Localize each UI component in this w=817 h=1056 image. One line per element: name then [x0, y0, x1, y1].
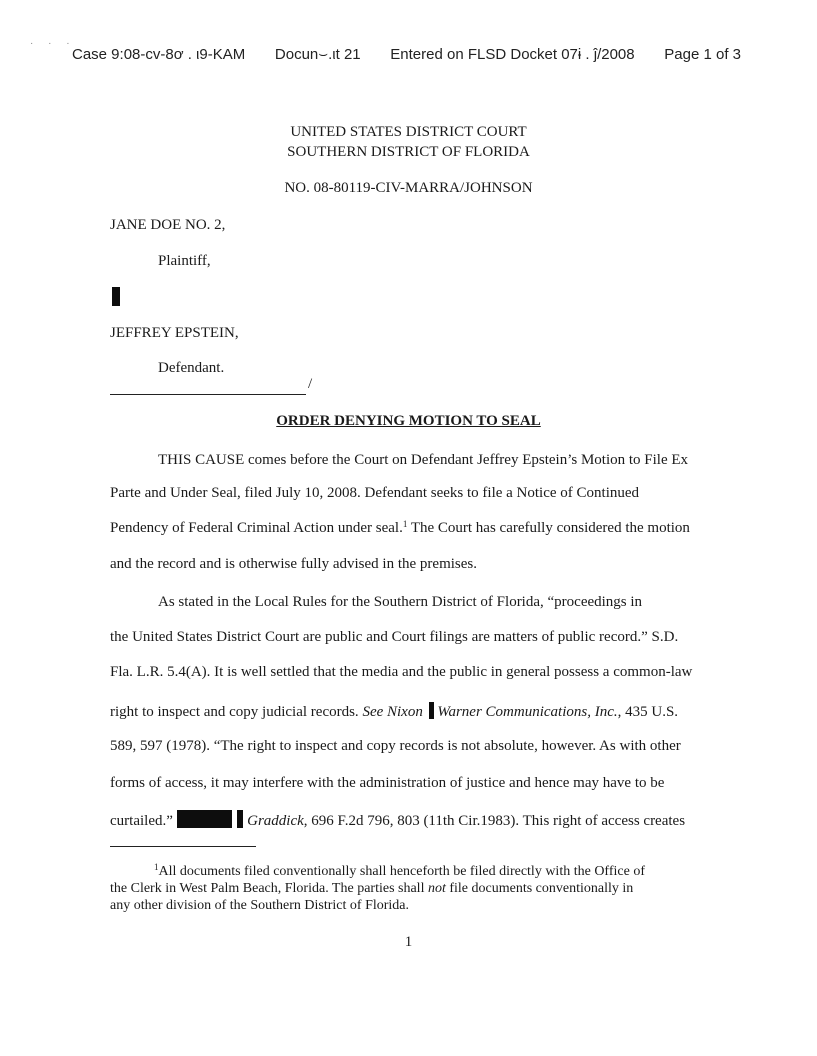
- body-line: curtailed.” Graddick, 696 F.2d 796, 803 (11th Cir.1983). This right of access creates: [110, 810, 685, 830]
- court-name-line2: SOUTHERN DISTRICT OF FLORIDA: [287, 144, 530, 160]
- defendant-role: Defendant.: [158, 360, 225, 376]
- page-number: 1: [404, 934, 413, 950]
- footnote-reference: 1: [402, 519, 408, 529]
- body-line: and the record and is otherwise fully advised in the premises.: [110, 556, 477, 572]
- body-line: As stated in the Local Rules for the Southern District of Florida, “proceedings in: [158, 594, 643, 610]
- entered-date-stamp: Entered on FLSD Docket 07ɨ . ĵ/2008: [390, 46, 635, 63]
- body-line: right to inspect and copy judicial records. See Nixon Warner Communications, Inc., 435 U.S.: [110, 704, 679, 720]
- body-line: THIS CAUSE comes before the Court on Defendant Jeffrey Epstein’s Motion to File Ex: [158, 452, 689, 468]
- case-citation: See Nixon: [362, 704, 423, 720]
- caption-slash: /: [308, 376, 313, 392]
- plaintiff-role: Plaintiff,: [158, 253, 211, 269]
- body-line: Fla. L.R. 5.4(A). It is well settled that the media and the public in general possess a common-law: [110, 664, 693, 680]
- caption-rule: [110, 394, 306, 395]
- footnote-line: the Clerk in West Palm Beach, Florida. The parties shall not file documents conventionally in: [110, 881, 634, 896]
- footnote-line: any other division of the Southern District of Florida.: [110, 898, 410, 913]
- plaintiff-name: JANE DOE NO. 2,: [110, 217, 226, 233]
- docket-stamp: [72, 46, 741, 63]
- order-title: ORDER DENYING MOTION TO SEAL: [276, 413, 541, 429]
- court-name-line1: UNITED STATES DISTRICT COURT: [290, 124, 527, 140]
- document-number-stamp: Docun⌣.ιt 21: [274, 46, 361, 63]
- body-line: Pendency of Federal Criminal Action under seal.$^1$ The Court has carefully considered the motion: [110, 519, 690, 536]
- body-line: forms of access, it may interfere with the administration of justice and hence may have to be: [110, 775, 665, 791]
- case-number-stamp: Case 9:08-cv-8ơ . ι9-KAM: [72, 46, 246, 63]
- defendant-name: JEFFREY EPSTEIN,: [110, 325, 239, 341]
- redaction-bar: [112, 287, 120, 306]
- footnote: $^1$All documents filed conventionally shall henceforth be filed directly with the Office of: [154, 862, 645, 879]
- case-number: NO. 08-80119-CIV-MARRA/JOHNSON: [284, 180, 533, 196]
- page-count-stamp: Page 1 of 3: [664, 46, 741, 63]
- footnote-rule: [110, 846, 256, 847]
- redaction-bar: [177, 810, 232, 828]
- body-line: the United States District Court are public and Court filings are matters of public record.” S.D.: [110, 629, 679, 645]
- body-line: Parte and Under Seal, filed July 10, 2008. Defendant seeks to file a Notice of Continued: [110, 485, 640, 501]
- scan-artifact: · · ·: [30, 38, 76, 49]
- body-line: 589, 597 (1978). “The right to inspect and copy records is not absolute, however. As with other: [110, 738, 681, 754]
